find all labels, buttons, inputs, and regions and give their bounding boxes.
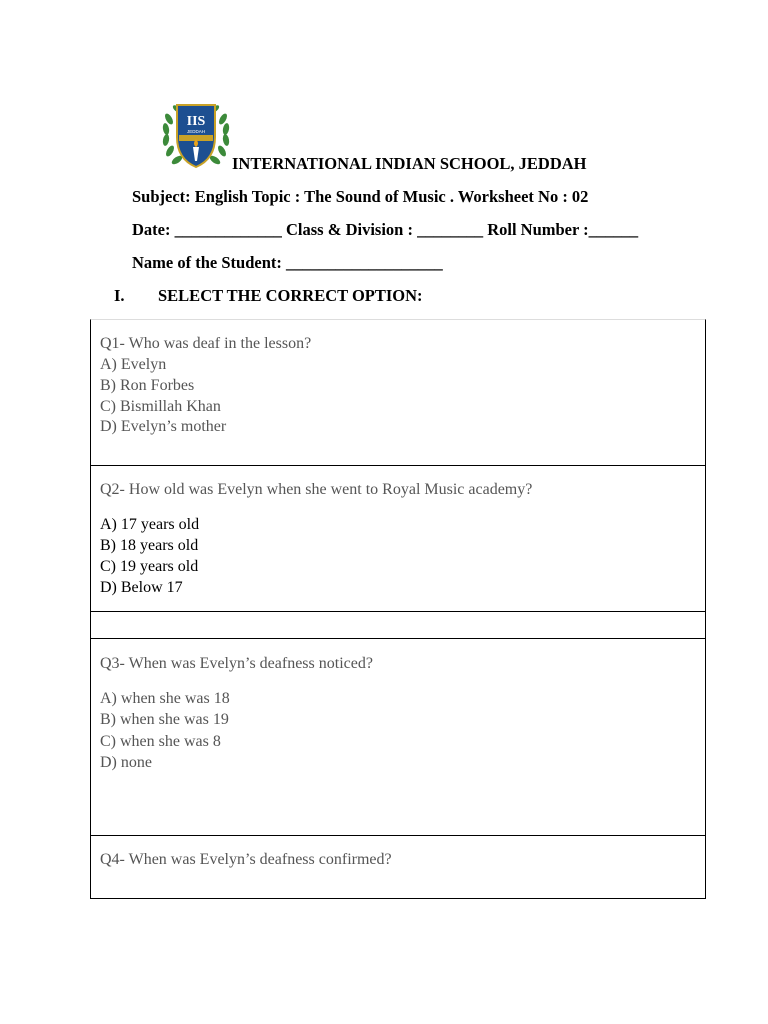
school-logo [160, 97, 232, 173]
question-1-option-d: D) Evelyn’s mother [100, 418, 227, 435]
question-2-option-d: D) Below 17 [100, 579, 183, 596]
question-3-option-d: D) none [100, 754, 152, 771]
date-class-roll-line: Date: _____________ Class & Division : ________ Roll Number :______ [132, 220, 639, 239]
question-2-option-b: B) 18 years old [100, 537, 199, 554]
section-heading [114, 286, 423, 306]
section-number: I. [114, 286, 125, 305]
question-3-option-b: B) when she was 19 [100, 711, 229, 728]
empty-cell [90, 611, 706, 639]
question-3-text: Q3- When was Evelyn’s deafness noticed? [100, 655, 373, 672]
question-2-option-a: A) 17 years old [100, 516, 200, 533]
question-2-text: Q2- How old was Evelyn when she went to Royal Music academy? [100, 481, 533, 498]
question-3-option-a: A) when she was 18 [100, 690, 230, 707]
question-1-option-c: C) Bismillah Khan [100, 398, 221, 415]
question-1-text: Q1- Who was deaf in the lesson? [100, 335, 312, 352]
logo-city: JEDDAH [186, 129, 206, 134]
student-name-line: Name of the Student: ___________________ [132, 253, 443, 272]
question-1-option-a: A) Evelyn [100, 356, 167, 373]
school-name: INTERNATIONAL INDIAN SCHOOL, JEDDAH [232, 154, 587, 173]
subject-topic-line: Subject: English Topic : The Sound of Music . Worksheet No : 02 [132, 187, 589, 206]
question-3-option-c: C) when she was 8 [100, 733, 221, 750]
section-title: SELECT THE CORRECT OPTION: [158, 286, 423, 305]
logo-initials: IIS [186, 114, 206, 129]
question-4-text: Q4- When was Evelyn’s deafness confirmed? [100, 851, 392, 868]
question-2-option-c: C) 19 years old [100, 558, 199, 575]
question-1-option-b: B) Ron Forbes [100, 377, 195, 394]
